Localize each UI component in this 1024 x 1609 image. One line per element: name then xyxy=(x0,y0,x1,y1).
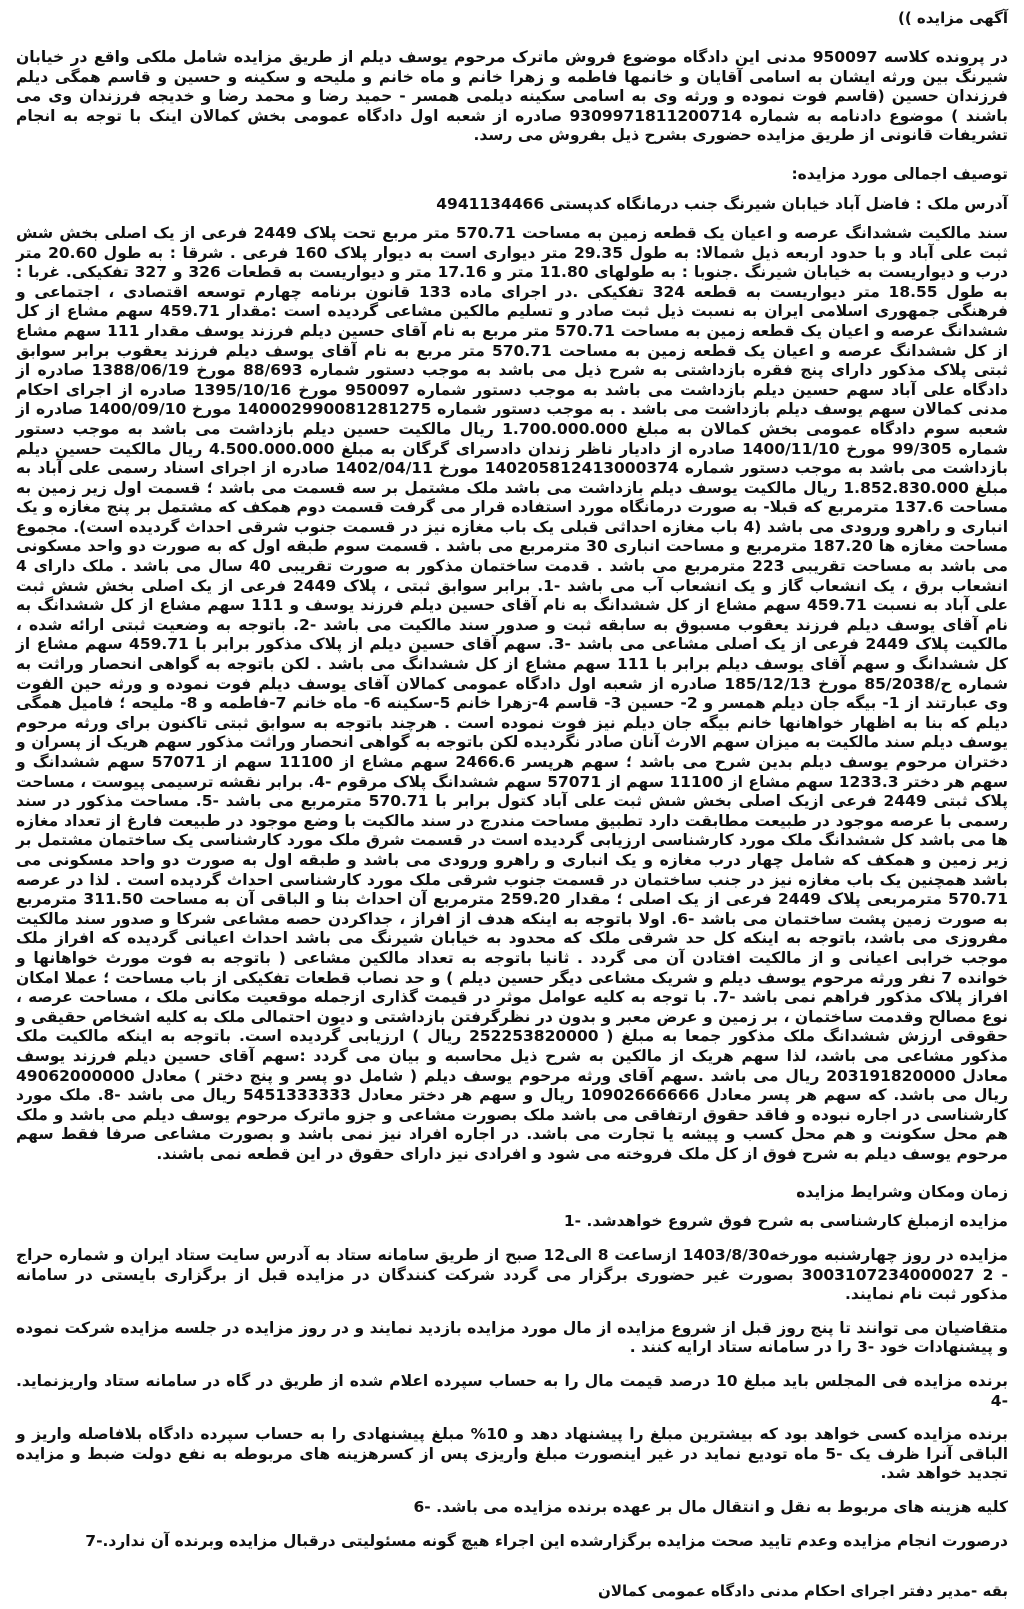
condition-item: مزایده ازمبلغ کارشناسی به شرح فوق شروع خواهدشد. -1 xyxy=(563,1212,1008,1231)
condition-item: درصورت انجام مزایده وعدم تایید صحت مزایده برگزارشده این اجراء هیچ گونه مسئولیتی درقبال مزایده وبرنده آن ندارد.-7 xyxy=(85,1531,1008,1550)
conditions-heading: زمان ومکان وشرایط مزایده xyxy=(796,1183,1008,1202)
description-heading: توصیف اجمالی مورد مزایده: xyxy=(791,164,1008,183)
notice-title: آگهی مزایده )) xyxy=(897,9,1008,27)
condition-item: برنده مزایده کسی خواهد بود که بیشترین مبلغ را پیشنهاد دهد و 10% مبلغ پیشنهادی را به حساب سپرده دادگاه بلافاصله واریز و الباقی آنرا ظرف یک -5 ماه تودیع نماید در غیر اینصورت مبلغ واریزی پس از کسرهزینه های مربوطه به نفع دولت ضبط و مزایده تجدید خواهد شد. xyxy=(16,1425,1009,1483)
condition-item: برنده مزایده فی المجلس باید مبلغ 10 درصد قیمت مال را به حساب سپرده اعلام شده از طریق در گاه در سامانه ستاد واریزنماید. -4 xyxy=(16,1372,1008,1410)
intro-paragraph: در پرونده کلاسه 950097 مدنی این دادگاه موضوع فروش ماترک مرحوم یوسف دیلم از طریق مزایده شامل ملکی واقع در خیابان شیرنگ بین ورثه ایشان به اسامی آقایان و خانمها فاطمه و زهرا خانم و ماه خانم و ملیحه و سکینه و حسین و قاسم همگی دیلم فرزندان حسین (قاسم فوت نموده و ورثه وی به اسامی سکینه دیلمی همسر - حمید رضا و محمد رضا و خدیجه فرزندان وی می باشند ) موضوع دادنامه به شماره 9309971811200714 صادره از شعبه اول دادگاه عمومی بخش کمالان اینک با توجه به انجام تشریفات قانونی از طریق مزایده حضوری بشرح ذیل بفروش می رسد. xyxy=(16,48,1008,145)
condition-item: کلیه هزینه های مربوط به نقل و انتقال مال بر عهده برنده مزایده می باشد. -6 xyxy=(413,1498,1008,1516)
condition-item: مزایده در روز چهارشنبه مورخه1403/8/30 ازساعت 8 الی12 صبح از طریق سامانه ستاد به آدرس سایت ستاد ایران و شماره حراج - 2 3003107234000027 بصورت غیر حضوری برگزار می گردد شرکت کنندگان در مزایده قبل از برگزاری بایستی در سامانه مذکور ثبت نام نمایند. xyxy=(16,1246,1009,1304)
conditions-list xyxy=(16,1212,1008,1551)
signature-line: بقه -مدیر دفتر اجرای احکام مدنی دادگاه عمومی کمالان xyxy=(598,1582,1008,1601)
property-description: سند مالکیت ششدانگ عرصه و اعیان یک قطعه زمین به مساحت 570.71 متر مربع تحت پلاک 2449 فرعی از یک اصلی بخش شش ثبت علی آباد و با حدود اربعه ذیل شمالا: به طول 29.35 متر دیواری است به دیوار پلاک 160 فرعی . شرقا : به طول 20.60 متر درب و دیواریست به خیابان شیرنگ .جنوبا : به طولهای 11.80 متر و 17.16 متر و دیواریست به قطعات 326 و 327 تفکیکی. غربا : به طول 18.55 متر دیواریست به قطعه 324 تفکیکی .در اجرای ماده 133 قانون برنامه چهارم توسعه اقتصادی ، اجتماعی و فرهنگی جمهوری اسلامی ایران به نسبت ذیل ثبت صادر و تسلیم مالکین مشاعی گردیده است :مقدار 459.71 سهم مشاع از کل ششدانگ عرصه و اعیان یک قطعه زمین به مساحت 570.71 متر مربع به نام آقای حسین دیلم فرزند یوسف مقدار 111 سهم مشاع از کل ششدانگ عرصه و اعیان یک قطعه زمین به مساحت 570.71 متر مربع به نام آقای یوسف دیلم فرزند یعقوب برابر سوابق ثبتی پلاک مذکور دارای پنج فقره بازداشتی به شرح ذیل می باشد به موجب دستور شماره 88/693 مورخ 1388/06/19 صادره از دادگاه علی آباد سهم حسین دیلم بازداشت می باشد به موجب دستور شماره 950097 مورخ 1395/10/16 صادره از اجرای احکام مدنی کمالان سهم یوسف دیلم بازداشت می باشد . به موجب دستور شماره 140002990081281275 مورخ 1400/09/10 صادره از شعبه سوم دادگاه عمومی بخش کمالان به مبلغ 1.700.000.000 ریال مالکیت حسین دیلم بازداشت می باشد به موجب دستور شماره 99/305 مورخ 1400/11/10 صادره از دادیار ناظر زندان دادسرای گرگان به مبلغ 4.500.000.000 ریال مالکیت حسین دیلم بازداشت می باشد به موجب دستور شماره 140205812413000374 مورخ 1402/04/11 صادره از اجرای اسناد رسمی علی آباد به مبلغ 1.852.830.000 ریال مالکیت یوسف دیلم بازداشت می باشد ملک مشتمل بر سه قسمت می باشد ؛ قسمت اول زیر زمین به مساحت 137.6 مترمربع که قبلا- به صورت درمانگاه مورد استفاده قرار می گرفت قسمت دوم همکف که مشتمل بر پنج مغازه و یک انباری و راهرو ورودی می باشد (4 باب مغازه احداثی قبلی یک باب مغازه نیز در قسمت جنوب شرقی احداث گردیده است). مجموع مساحت مغازه ها 187.20 مترمربع و مساحت انباری 30 مترمربع می باشد . قسمت سوم طبقه اول که به صورت دو واحد مسکونی می باشد به مساحت تقریبی 223 مترمربع می باشد . قدمت ساختمان مذکور به صورت تقریبی 40 سال می باشد . ملک دارای 4 انشعاب برق ، یک انشعاب گاز و یک انشعاب آب می باشد -1. برابر سوابق ثبتی ، پلاک 2449 فرعی از یک اصلی بخش شش ثبت علی آباد به نسبت 459.71 سهم مشاع از کل ششدانگ به نام آقای حسین دیلم فرزند یوسف و 111 سهم مشاع از کل ششدانگ به نام آقای یوسف دیلم فرزند یعقوب مسبوق به سابقه ثبت و صدور سند مالکیت می باشد -2. باتوجه به وضعیت ثبتی ارائه شده ، مالکیت پلاک 2449 فرعی از یک اصلی مشاعی می باشد -3. سهم آقای حسین دیلم از پلاک مذکور برابر با 459.71 سهم مشاع از کل ششدانگ و سهم آقای یوسف دیلم برابر با 111 سهم مشاع از کل ششدانگ می باشد . لکن باتوجه به گواهی انحصار وراثت به شماره ح/85/2038 مورخ 185/12/13 صادره از شعبه اول دادگاه عمومی کمالان آقای یوسف دیلم فوت نموده و ورثه حین الفوت وی عبارتند از 1- بیگه جان دیلم همسر و 2- حسین 3- قاسم 4-زهرا خانم 5-سکینه 6- ماه خانم 7-فاطمه و 8- ملیحه ؛ فامیل همگی دیلم که بنا به اظهار خواهانها خانم بیگه جان دیلم نیز فوت نموده است . هرچند باتوجه به سوابق ثبتی تاکنون برای ورثه مرحوم یوسف دیلم سند مالکیت به میزان سهم الارث آنان صادر نگردیده لکن باتوجه به گواهی انحصار وراثت مذکور سهم هریک از پسران و دختران مرحوم یوسف دیلم بدین شرح می باشد ؛ سهم هرپسر 2466.6 سهم مشاع از 11100 سهم از 57071 سهم ششدانگ و سهم هر دختر 1233.3 سهم مشاع از 11100 سهم از 57071 سهم ششدانگ پلاک مرقوم -4. برابر نقشه ترسیمی پیوست ، مساحت پلاک ثبتی 2449 فرعی ازیک اصلی بخش شش ثبت علی آباد کتول برابر با 570.71 مترمربع می باشد -5. مساحت مذکور در سند رسمی با عرصه موجود در طبیعت مطابقت دارد تطبیق مساحت مندرج در سند مالکیت با وضع موجود در طبیعت فارغ از تعداد مغازه ها می باشد کل ششدانگ ملک مورد کارشناسی ارزیابی گردیده است در قسمت شرق ملک مورد کارشناسی یک ساختمان مشتمل بر زیر زمین و همکف که شامل چهار درب مغازه و یک انباری و راهرو ورودی می باشد و طبقه اول به صورت دو واحد مسکونی می باشد همچنین یک باب مغازه نیز در جنب ساختمان در قسمت جنوب شرقی ملک مورد کارشناسی احداث گردیده است . لذا در عرصه 570.71 مترمربعی پلاک 2449 فرعی از یک اصلی ؛ مقدار 259.20 مترمربع آن احداث بنا و الباقی آن به مساحت 311.50 مترمربع به صورت زمین پشت ساختمان می باشد -6. اولا باتوجه به اینکه هدف از افراز ، جداکردن حصه مشاعی شرکا و صدور سند مالکیت مفروزی می باشد، باتوجه به اینکه کل حد شرقی ملک که محدود به خیابان شیرنگ می باشد احداث اعیانی گردیده که افراز ملک موجب خرابی اعیانی و از مالکیت افتادن آن می گردد . ثانیا باتوجه به تعداد مالکین مشاعی ( باتوجه به فوت مورث خواهانها و خوانده 7 نفر ورثه مرحوم یوسف دیلم و شریک مشاعی دیگر حسین دیلم ) و حد نصاب قطعات تفکیکی از باب مساحت ؛ عملا امکان افراز پلاک مذکور فراهم نمی باشد -7. با توجه به کلیه عوامل موثر در قیمت گذاری ازجمله موقعیت مکانی ملک ، مساحت عرصه ، نوع مصالح وقدمت ساختمان ، بر زمین و عرض معبر و بدون در نظرگرفتن بازداشتی و دیون احتمالی ملک به کلیه اشخاص حقیقی و حقوقی ارزش ششدانگ ملک مذکور جمعا به مبلغ ( 252253820000 ریال ) ارزیابی گردیده است. باتوجه به اینکه مالکیت ملک مذکور مشاعی می باشد، لذا سهم هریک از مالکین به شرح ذیل محاسبه و بیان می گردد :سهم آقای حسین دیلم فرزند یوسف معادل 203191820000 ریال می باشد .سهم آقای ورثه مرحوم یوسف دیلم ( شامل دو پسر و پنج دختر ) معادل 49062000000 ریال می باشد. که سهم هر پسر معادل 10902666666 ریال و سهم هر دختر معادل 5451333333 ریال می باشد -8. ملک مورد کارشناسی در اجاره نبوده و فاقد حقوق ارتفاقی می باشد ملک بصورت مشاعی و جزو ماترک مرحوم یوسف دیلم می باشد و ملک هم محل سکونت و هم محل کسب و پیشه یا تجارت می باشد. در اجاره افراد نیز نمی باشد و بصورت مشاعی صرفا فقط سهم مرحوم یوسف دیلم به شرح فوق از کل ملک فروخته می شود و افرادی نیز دارای حقوق در این قطعه نمی باشند. xyxy=(16,223,1009,1163)
condition-item: متقاضیان می توانند تا پنج روز قبل از شروع مزایده از مال مورد مزایده بازدید نمایند و در روز مزایده در جلسه مزایده شرکت نموده و پیشنهادات خود -3 را در سامانه ستاد ارایه کنند . xyxy=(16,1318,1008,1357)
property-address: آدرس ملک : فاضل آباد خیابان شیرنگ جنب درمانگاه کدپستی 4941134466 xyxy=(436,194,1008,213)
